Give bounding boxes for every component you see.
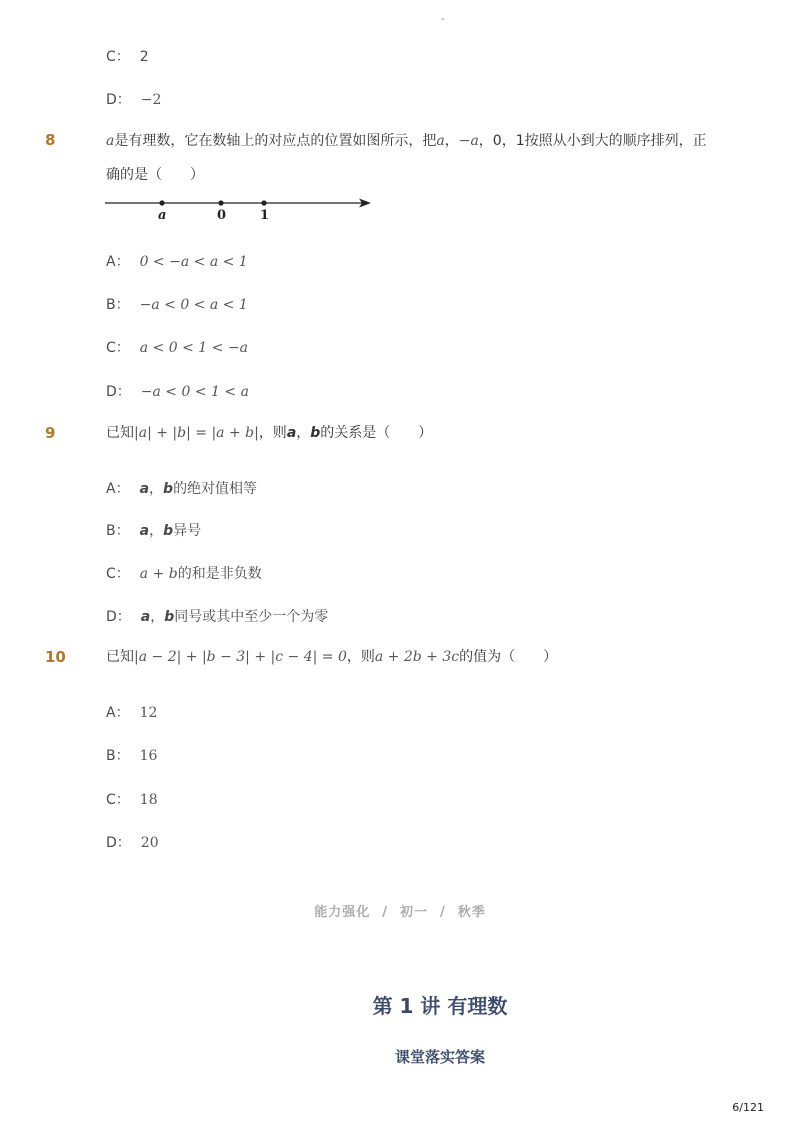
option-label: D： <box>106 384 131 400</box>
q9-option-d[interactable]: D： a，b同号或其中至少一个为零 <box>106 606 328 626</box>
q8-option-b[interactable] <box>106 294 248 314</box>
option-value: 20 <box>140 835 159 851</box>
question-10-number: 10 <box>45 648 66 666</box>
question-10-text: 已知|a − 2| + |b − 3| + |c − 4| = 0，则a + 2b + 3c的值为（ ） <box>106 649 558 665</box>
option-value: 2 <box>139 49 149 65</box>
option-label: C： <box>106 792 130 808</box>
option-label: A： <box>106 481 130 497</box>
page-number: 6/121 <box>732 1101 764 1114</box>
option-label: B： <box>106 523 130 539</box>
option-label: C： <box>106 49 130 65</box>
point-a-label: a <box>158 208 167 223</box>
option-value: 18 <box>139 792 158 808</box>
q8-option-a[interactable] <box>106 251 248 271</box>
point-1-label: 1 <box>260 208 270 223</box>
question-9-number: 9 <box>45 424 56 442</box>
option-value: −a < 0 < a < 1 <box>139 297 248 313</box>
option-value: 16 <box>139 748 158 764</box>
option-label: A： <box>106 705 130 721</box>
option-label: C： <box>106 340 130 356</box>
number-line-figure <box>105 193 375 225</box>
option-label: D： <box>106 609 131 625</box>
option-label: B： <box>106 297 130 313</box>
q10-option-c[interactable] <box>106 789 158 809</box>
option-label: D： <box>106 835 131 851</box>
option-label: D： <box>106 92 131 108</box>
q9-option-c[interactable]: C： a + b的和是非负数 <box>106 563 262 583</box>
option-value: −2 <box>140 92 162 108</box>
option-label: C： <box>106 566 130 582</box>
q8-option-c[interactable] <box>106 337 248 357</box>
question-8-text: a是有理数，它在数轴上的对应点的位置如图所示，把a，−a，0，1按照从小到大的顺序排列，正确的是（ ） <box>106 133 707 183</box>
lecture-title: 第 1 讲 有理数 <box>372 994 508 1018</box>
option-label: B： <box>106 748 130 764</box>
option-value: 0 < −a < a < 1 <box>139 254 248 270</box>
option-value: −a < 0 < 1 < a <box>140 384 249 400</box>
q8-option-d[interactable] <box>106 381 249 401</box>
question-9-text: 已知|a| + |b| = |a + b|，则a，b的关系是（ ） <box>106 425 433 441</box>
q9-option-b[interactable]: B： a，b异号 <box>106 520 201 540</box>
q10-option-d[interactable] <box>106 832 159 852</box>
prev-option-d[interactable] <box>106 89 161 109</box>
course-footer: 能力强化 / 初一 / 秋季 <box>314 905 486 920</box>
question-8-number: 8 <box>45 131 56 149</box>
point-0-label: 0 <box>217 208 227 223</box>
option-value: a < 0 < 1 < −a <box>139 340 248 356</box>
lecture-subtitle: 课堂落实答案 <box>394 1048 485 1066</box>
prev-option-c[interactable] <box>106 46 149 66</box>
option-label: A： <box>106 254 130 270</box>
q10-option-b[interactable] <box>106 745 157 765</box>
q9-option-a[interactable]: A： a，b的绝对值相等 <box>106 478 257 498</box>
top-mark: - <box>441 14 445 25</box>
option-value: 12 <box>139 705 158 721</box>
q10-option-a[interactable] <box>106 702 157 722</box>
